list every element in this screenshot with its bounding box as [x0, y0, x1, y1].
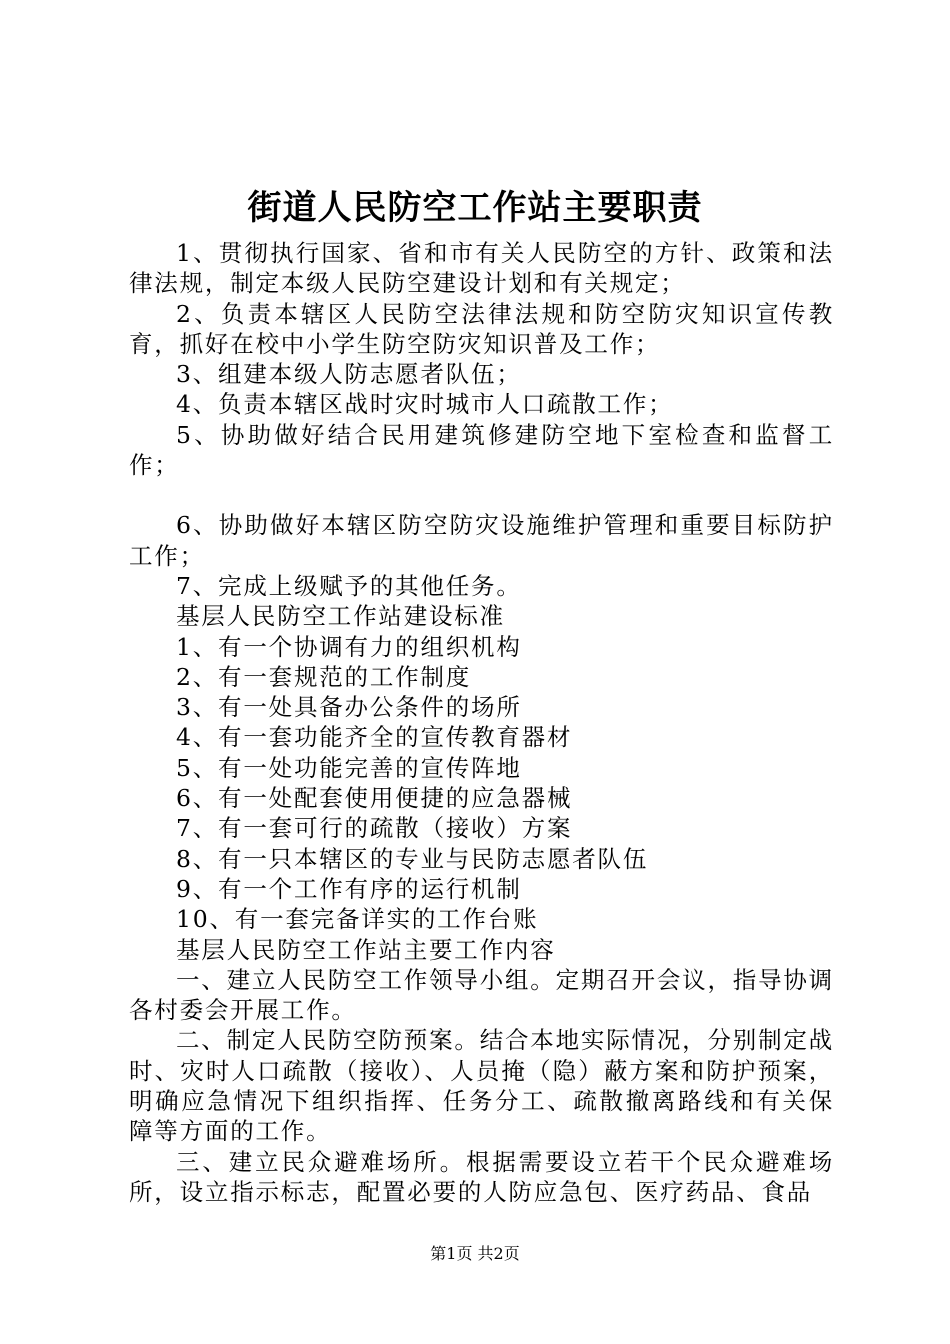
section-heading-work-content: 基层人民防空工作站主要工作内容: [176, 935, 556, 964]
page-number-footer: 第1页 共2页: [430, 1244, 520, 1263]
paragraph-duty-4: 4、负责本辖区战时灾时城市人口疏散工作；: [176, 390, 674, 419]
paragraph-standard-8: 8、有一只本辖区的专业与民防志愿者队伍: [176, 844, 649, 873]
paragraph-standard-2: 2、有一套规范的工作制度: [176, 662, 472, 691]
paragraph-work-2: 二、制定人民防空防预案。结合本地实际情况，分别制定战时、灾时人口疏散（接收）、人员掩（隐）蔽方案和防护预案，明确应急情况下组织指挥、任务分工、疏散撤离路线和有关保障等方面的工作。: [129, 1026, 834, 1146]
paragraph-standard-7: 7、有一套可行的疏散（接收）方案: [176, 814, 573, 843]
paragraph-standard-5: 5、有一处功能完善的宣传阵地: [176, 753, 522, 782]
paragraph-standard-1: 1、有一个协调有力的组织机构: [176, 632, 522, 661]
paragraph-duty-3: 3、组建本级人防志愿者队伍；: [176, 360, 522, 389]
paragraph-duty-2: 2、负责本辖区人民防空法律法规和防空防灾知识宣传教育，抓好在校中小学生防空防灾知识普及工作；: [129, 299, 834, 358]
paragraph-standard-9: 9、有一个工作有序的运行机制: [176, 874, 522, 903]
paragraph-duty-6: 6、协助做好本辖区防空防灾设施维护管理和重要目标防护工作；: [129, 511, 834, 570]
paragraph-work-3: 三、建立民众避难场所。根据需要设立若干个民众避难场所，设立指示标志，配置必要的人防应急包、医疗药品、食品: [129, 1147, 834, 1206]
paragraph-duty-5: 5、协助做好结合民用建筑修建防空地下室检查和监督工作；: [129, 420, 834, 480]
paragraph-duty-1: 1、贯彻执行国家、省和市有关人民防空的方针、政策和法律法规，制定本级人民防空建设计划和有关规定；: [129, 239, 834, 298]
paragraph-standard-6: 6、有一处配套使用便捷的应急器械: [176, 784, 573, 813]
paragraph-standard-4: 4、有一套功能齐全的宣传教育器材: [176, 723, 573, 752]
paragraph-work-1: 一、建立人民防空工作领导小组。定期召开会议，指导协调各村委会开展工作。: [129, 965, 834, 1025]
document-title: 街道人民防空工作站主要职责: [247, 188, 703, 228]
section-heading-standards: 基层人民防空工作站建设标准: [176, 602, 505, 631]
paragraph-standard-10: 10、有一套完备详实的工作台账: [176, 905, 539, 934]
document-body: [129, 238, 834, 1207]
paragraph-duty-7: 7、完成上级赋予的其他任务。: [176, 571, 522, 600]
paragraph-standard-3: 3、有一处具备办公条件的场所: [176, 693, 522, 722]
